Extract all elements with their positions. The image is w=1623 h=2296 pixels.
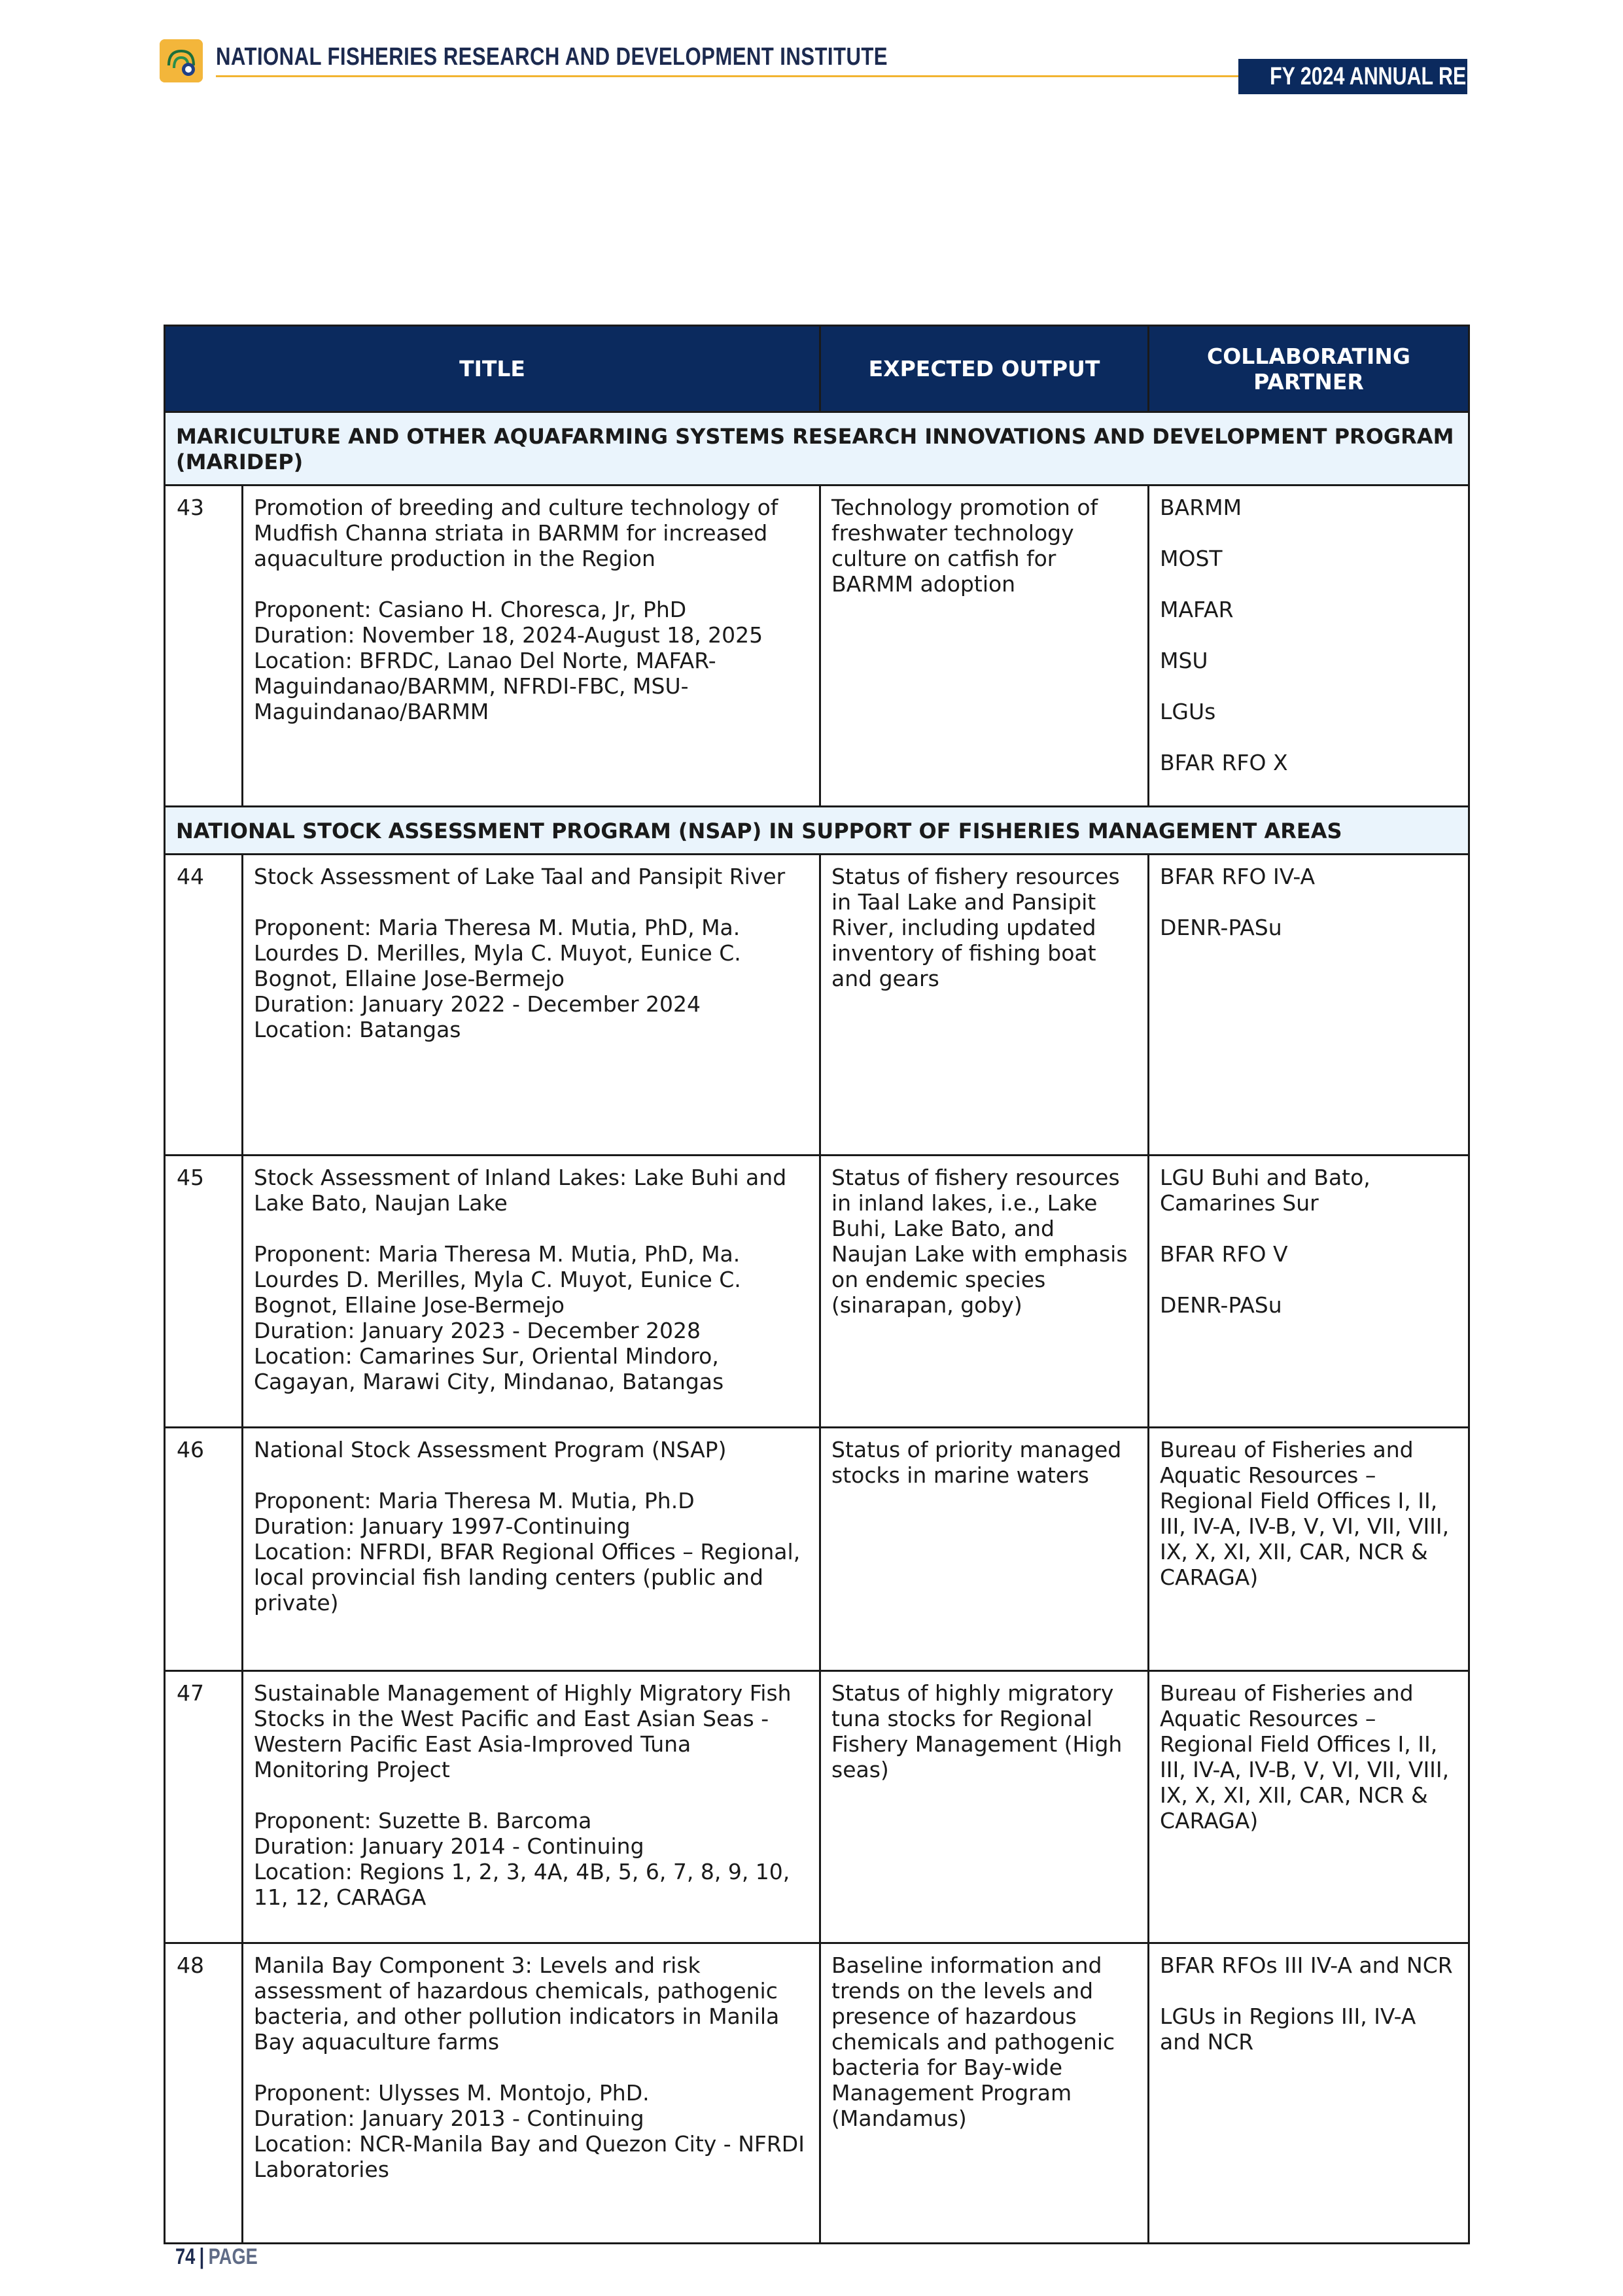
section-row [165, 807, 1469, 855]
page-label: PAGE [208, 2244, 258, 2269]
institute-name: NATIONAL FISHERIES RESEARCH AND DEVELOPMENT INSTITUTE [216, 43, 888, 71]
project-location: Location: BFRDC, Lanao Del Norte, MAFAR-Maguindanao/BARMM, NFRDI-FBC, MSU-Maguindanao/BARMM [254, 648, 716, 724]
page-number: 74 [175, 2244, 196, 2269]
partner-item: LGUs in Regions III, IV-A and NCR [1160, 2004, 1416, 2055]
row-number: 47 [165, 1671, 243, 1943]
table-row [165, 855, 1469, 1156]
partners-cell [1149, 1943, 1469, 2244]
partner-item: Bureau of Fisheries and Aquatic Resources – Regional Field Offices I, II, III, IV-A, IV-B, V, VI, VII, VIII, IX, X, XI, XII, CAR, NCR & CARAGA) [1160, 1680, 1450, 1833]
project-location: Location: NCR-Manila Bay and Quezon City - NFRDI Laboratories [254, 2131, 805, 2182]
partners-cell [1149, 486, 1469, 807]
report-title: FY 2024 ANNUAL REPORT [1270, 63, 1522, 90]
expected-output: Baseline information and trends on the levels and presence of hazardous chemicals and pathogenic bacteria for Bay-wide Management Program (Mandamus) [820, 1943, 1149, 2244]
project-title-cell [243, 1943, 820, 2244]
partner-item: DENR-PASu [1160, 915, 1282, 940]
report-title-badge [1238, 59, 1522, 94]
row-number: 43 [165, 486, 243, 807]
partner-item: LGU Buhi and Bato, Camarines Sur [1160, 1165, 1370, 1216]
partners-cell [1149, 1428, 1469, 1671]
row-number: 48 [165, 1943, 243, 2244]
project-title-cell [243, 1156, 820, 1428]
expected-output: Status of highly migratory tuna stocks for Regional Fishery Management (High seas) [820, 1671, 1149, 1943]
partner-item: BFAR RFO X [1160, 750, 1288, 775]
partner-item: MSU [1160, 648, 1208, 673]
partners-cell [1149, 855, 1469, 1156]
table-row [165, 1943, 1469, 2244]
expected-output: Status of fishery resources in Taal Lake and Pansipit River, including updated inventory of fishing boat and gears [820, 855, 1149, 1156]
table-row [165, 1156, 1469, 1428]
project-proponent: Proponent: Suzette B. Barcoma [254, 1808, 592, 1833]
project-location: Location: Batangas [254, 1017, 461, 1042]
project-title: Manila Bay Component 3: Levels and risk assessment of hazardous chemicals, pathogenic bacteria, and other pollution indicators in Manila Bay aquaculture farms [254, 1952, 780, 2055]
partner-item: BARMM [1160, 495, 1242, 520]
row-number: 44 [165, 855, 243, 1156]
project-title: National Stock Assessment Program (NSAP) [254, 1437, 727, 1462]
table-row [165, 486, 1469, 807]
partner-item: LGUs [1160, 699, 1216, 724]
project-title-cell [243, 1428, 820, 1671]
partner-item: BFAR RFO V [1160, 1241, 1288, 1267]
row-number: 46 [165, 1428, 243, 1671]
expected-output: Technology promotion of freshwater technology culture on catfish for BARMM adoption [820, 486, 1149, 807]
row-number: 45 [165, 1156, 243, 1428]
project-proponent: Proponent: Maria Theresa M. Mutia, Ph.D [254, 1488, 695, 1513]
partner-item: BFAR RFO IV-A [1160, 864, 1316, 889]
project-duration: Duration: January 2022 - December 2024 [254, 991, 701, 1017]
partner-item: MOST [1160, 546, 1223, 571]
partner-item: DENR-PASu [1160, 1292, 1282, 1318]
project-proponent: Proponent: Casiano H. Choresca, Jr, PhD [254, 597, 687, 622]
project-title-cell [243, 486, 820, 807]
expected-output: Status of priority managed stocks in marine waters [820, 1428, 1149, 1671]
project-duration: Duration: January 1997-Continuing [254, 1513, 631, 1539]
project-location: Location: Regions 1, 2, 3, 4A, 4B, 5, 6, 7, 8, 9, 10, 11, 12, CARAGA [254, 1859, 790, 1910]
project-proponent: Proponent: Maria Theresa M. Mutia, PhD, Ma. Lourdes D. Merilles, Myla C. Muyot, Eunice C. Bognot, Ellaine Jose-Bermejo [254, 915, 741, 991]
nfrdi-logo-icon [160, 39, 203, 82]
page-separator: | [199, 2244, 205, 2269]
project-duration: Duration: January 2013 - Continuing [254, 2106, 644, 2131]
page-footer [175, 2244, 258, 2270]
partners-cell [1149, 1156, 1469, 1428]
partner-item: Bureau of Fisheries and Aquatic Resources – Regional Field Offices I, II, III, IV-A, IV-B, V, VI, VII, VIII, IX, X, XI, XII, CAR, NCR & CARAGA) [1160, 1437, 1450, 1590]
project-title: Promotion of breeding and culture technology of Mudfish Channa striata in BARMM for increased aquaculture production in the Region [254, 495, 778, 571]
project-title-cell [243, 1671, 820, 1943]
header-divider [216, 75, 1243, 77]
column-header-title: TITLE [165, 326, 820, 412]
column-header-expected-output: EXPECTED OUTPUT [820, 326, 1149, 412]
project-duration: Duration: November 18, 2024-August 18, 2025 [254, 622, 763, 648]
project-location: Location: NFRDI, BFAR Regional Offices – Regional, local provincial fish landing centers (public and private) [254, 1539, 801, 1616]
column-header-collaborating-partner: COLLABORATING PARTNER [1149, 326, 1469, 412]
section-title: MARICULTURE AND OTHER AQUAFARMING SYSTEMS RESEARCH INNOVATIONS AND DEVELOPMENT PROGRAM (MARIDEP) [165, 412, 1469, 486]
table-row [165, 1428, 1469, 1671]
project-duration: Duration: January 2014 - Continuing [254, 1833, 644, 1859]
project-title: Stock Assessment of Inland Lakes: Lake Buhi and Lake Bato, Naujan Lake [254, 1165, 787, 1216]
table-header-row [165, 326, 1469, 412]
projects-table [164, 325, 1470, 2244]
project-title-cell [243, 855, 820, 1156]
project-proponent: Proponent: Ulysses M. Montojo, PhD. [254, 2080, 650, 2106]
partner-item: BFAR RFOs III IV-A and NCR [1160, 1952, 1453, 1978]
section-row [165, 412, 1469, 486]
partner-item: MAFAR [1160, 597, 1234, 622]
project-title: Sustainable Management of Highly Migratory Fish Stocks in the West Pacific and East Asian Seas - Western Pacific East Asia-Improved Tuna Monitoring Project [254, 1680, 792, 1782]
expected-output: Status of fishery resources in inland lakes, i.e., Lake Buhi, Lake Bato, and Naujan Lake with emphasis on endemic species (sinarapan, goby) [820, 1156, 1149, 1428]
partners-cell [1149, 1671, 1469, 1943]
project-title: Stock Assessment of Lake Taal and Pansipit River [254, 864, 786, 889]
section-title: NATIONAL STOCK ASSESSMENT PROGRAM (NSAP) IN SUPPORT OF FISHERIES MANAGEMENT AREAS [165, 807, 1469, 855]
project-proponent: Proponent: Maria Theresa M. Mutia, PhD, Ma. Lourdes D. Merilles, Myla C. Muyot, Eunice C. Bognot, Ellaine Jose-Bermejo [254, 1241, 741, 1318]
project-location: Location: Camarines Sur, Oriental Mindoro, Cagayan, Marawi City, Mindanao, Batangas [254, 1343, 724, 1394]
project-duration: Duration: January 2023 - December 2028 [254, 1318, 701, 1343]
table-row [165, 1671, 1469, 1943]
